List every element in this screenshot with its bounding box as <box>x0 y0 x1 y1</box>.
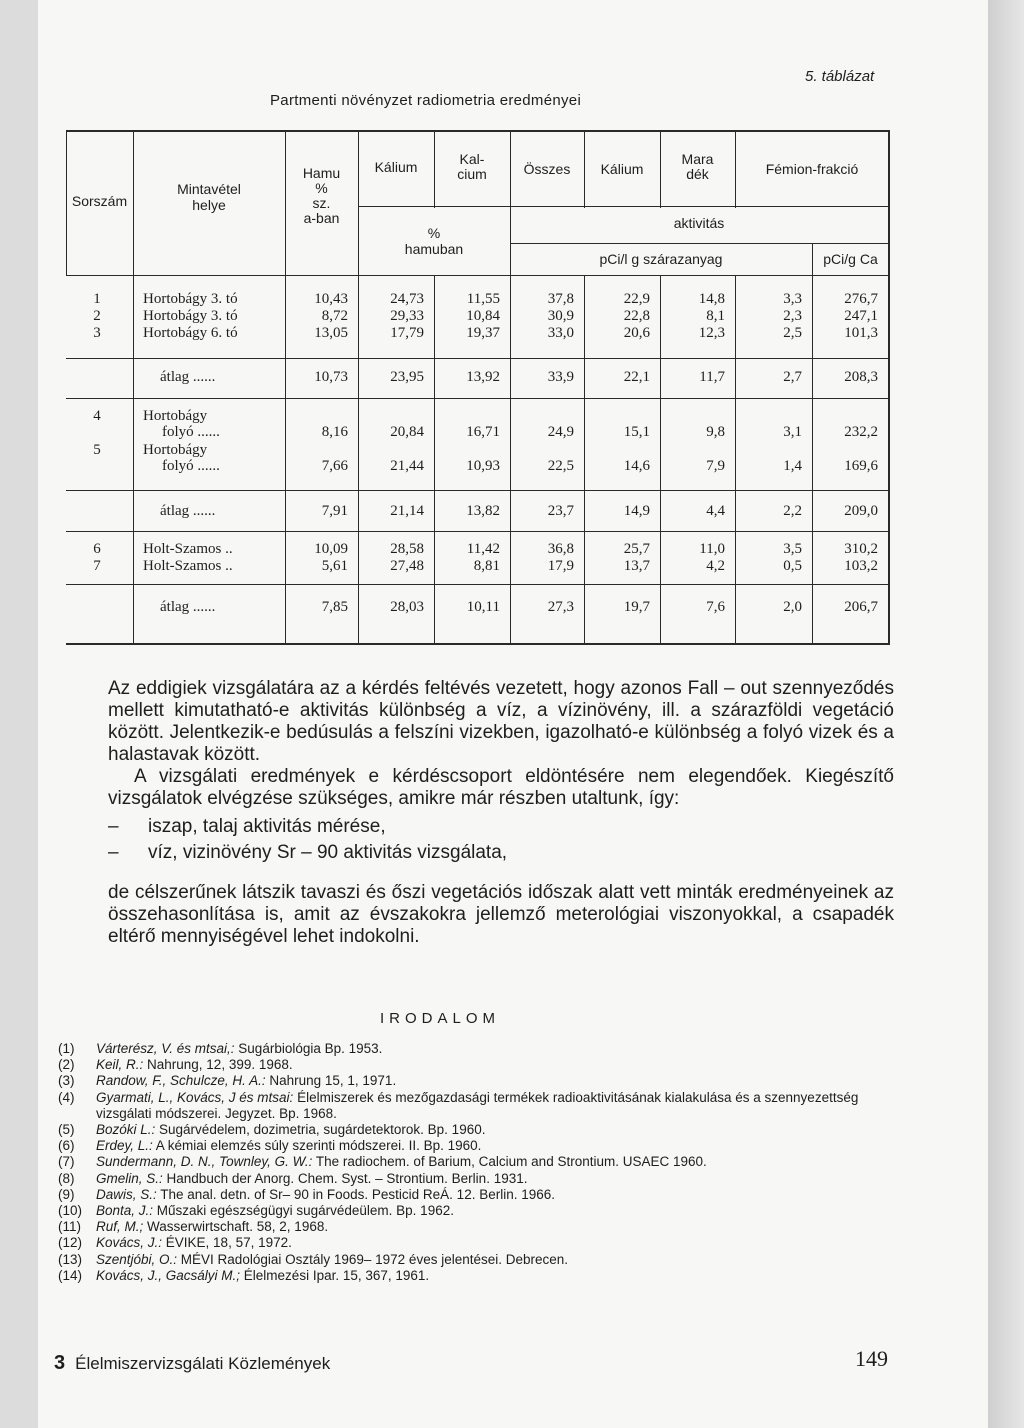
row-value-maradek: 12,3 <box>698 325 725 341</box>
row-place: folyó ...... <box>162 424 220 440</box>
row-value-osszes: 33,9 <box>547 369 574 385</box>
row-value-kalium: 27,48 <box>390 558 424 574</box>
row-value-kalcium: 11,55 <box>466 291 500 307</box>
row-number: 1 <box>93 291 101 307</box>
row-value-maradek: 4,2 <box>706 558 725 574</box>
row-place: Holt-Szamos .. <box>143 541 233 557</box>
bullet-text: víz, vizinövény Sr – 90 aktivitás vizsgálata, <box>148 842 508 863</box>
reference-authors: Ruf, M.; <box>96 1219 144 1235</box>
row-value-hamu: 5,61 <box>321 558 348 574</box>
row-number: 5 <box>93 442 101 458</box>
row-value-pci-ca: 232,2 <box>844 424 878 440</box>
row-number: 6 <box>93 541 101 557</box>
bullet-dash: – <box>108 842 119 863</box>
row-value-pci-ca: 209,0 <box>844 503 878 519</box>
reference-authors: Szentjóbi, O.: <box>96 1251 178 1267</box>
header-hamu: Hamu <box>302 165 341 181</box>
reference-number: (2) <box>58 1057 75 1073</box>
row-value-kalium: 21,14 <box>390 503 424 519</box>
row-value-hamu: 8,72 <box>321 308 348 324</box>
row-place: Hortobágy 3. tó <box>143 291 238 307</box>
reference-item <box>58 1090 898 1122</box>
reference-source: Élelmiszerek és mezőgazdasági termékek radioaktivitásának kialakulása és a szennyezettség vizsgálati módszerei. Jegyzet. Bp. 1968. <box>96 1089 859 1121</box>
reference-text <box>96 1252 898 1268</box>
row-value-kalium-a: 22,9 <box>623 291 650 307</box>
table-number: 5. táblázat <box>805 68 875 85</box>
reference-source: Wasserwirtschaft. 58, 2, 1968. <box>143 1219 329 1235</box>
row-value-pci-ca: 247,1 <box>844 308 878 324</box>
group-rule <box>66 398 890 399</box>
reference-authors: Gyarmati, L., Kovács, J és mtsai: <box>96 1089 294 1105</box>
row-value-maradek: 8,1 <box>706 308 725 324</box>
header-hamu: % <box>315 180 328 196</box>
row-value-kalium: 21,44 <box>390 458 424 474</box>
row-value-maradek: 14,8 <box>698 291 725 307</box>
table-title: Partmenti növényzet radiometria eredményei <box>270 92 582 109</box>
row-value-pci-ca: 169,6 <box>844 458 878 474</box>
reference-source: Élelmezési Ipar. 15, 367, 1961. <box>240 1267 430 1283</box>
row-value-femion: 0,5 <box>783 558 802 574</box>
header-hamu: a-ban <box>303 210 340 226</box>
paragraph-1: Az eddigiek vizsgálatára az a kérdés feltévés vezetett, hogy azonos Fall – out szennyeződés mellett kimutatható-e aktivitás különbség a víz, a vízinövény, ill. a szárazföldi vegetáció között. Jelentkezik-e bedúsulás a felszíni vizekben, igazolható-e különbség a folyó vizek és a halastavak között. <box>108 678 894 765</box>
row-value-hamu: 10,09 <box>314 541 348 557</box>
bullet-text: iszap, talaj aktivitás mérése, <box>148 816 386 837</box>
row-value-kalium: 17,79 <box>390 325 424 341</box>
row-place: Hortobágy <box>143 442 208 458</box>
reference-source: The anal. detn. of Sr– 90 in Foods. Pesticid ReÁ. 12. Berlin. 1966. <box>156 1186 556 1202</box>
reference-number: (14) <box>58 1267 83 1283</box>
row-value-kalcium: 16,71 <box>466 424 500 440</box>
row-value-kalcium: 13,92 <box>466 369 500 385</box>
row-value-femion: 2,0 <box>783 599 802 615</box>
header-percent: % <box>427 225 441 241</box>
row-value-pci-ca: 276,7 <box>844 291 878 307</box>
reference-text <box>96 1041 898 1057</box>
table-rule <box>358 206 510 207</box>
header-hamuban: hamuban <box>404 241 464 257</box>
reference-authors: Kovács, J.: <box>96 1235 163 1251</box>
group-rule <box>66 584 890 585</box>
row-number: 2 <box>93 308 101 324</box>
row-average-label: átlag ...... <box>160 503 216 519</box>
row-place: Hortobágy 3. tó <box>143 308 238 324</box>
reference-text <box>96 1122 898 1138</box>
row-value-hamu: 7,66 <box>321 458 348 474</box>
reference-source: Műszaki egészségügyi sugárvédeülem. Bp. 1962. <box>153 1203 454 1219</box>
row-value-osszes: 37,8 <box>547 291 574 307</box>
reference-text <box>96 1219 898 1235</box>
reference-number: (13) <box>58 1251 83 1267</box>
row-value-femion: 3,3 <box>783 291 802 307</box>
row-value-pci-ca: 101,3 <box>844 325 878 341</box>
reference-authors: Várterész, V. és mtsai,: <box>96 1041 235 1056</box>
row-value-kalium-a: 15,1 <box>623 424 650 440</box>
row-value-osszes: 30,9 <box>547 308 574 324</box>
row-place: Hortobágy 6. tó <box>143 325 238 341</box>
row-value-kalcium: 10,11 <box>466 599 500 615</box>
row-place: Holt-Szamos .. <box>143 558 233 574</box>
reference-text <box>96 1235 898 1251</box>
reference-source: The radiochem. of Barium, Calcium and Strontium. USAEC 1960. <box>312 1154 707 1170</box>
row-value-kalium: 23,95 <box>390 369 424 385</box>
reference-source: Sugárbiológia Bp. 1953. <box>234 1041 383 1056</box>
reference-authors: Erdey, L.: <box>96 1138 153 1154</box>
row-value-kalium: 28,58 <box>390 541 424 557</box>
reference-source: ÉVIKE, 18, 57, 1972. <box>162 1235 292 1251</box>
reference-authors: Sundermann, D. N., Townley, G. W.: <box>96 1154 313 1170</box>
paragraph-3: de célszerűnek látszik tavaszi és őszi vegetációs időszak alatt vett minták eredményeinek az összehasonlítása is, amit az évszakokra jellemző meterológiai viszonyokkal, a csapadék eltérő mennyiségével lehet indokolni. <box>108 882 894 947</box>
reference-item <box>58 1268 898 1284</box>
row-value-kalium-a: 13,7 <box>623 558 650 574</box>
row-value-hamu: 10,73 <box>314 369 348 385</box>
row-value-kalcium: 11,42 <box>466 541 500 557</box>
row-value-femion: 2,5 <box>783 325 802 341</box>
row-value-osszes: 23,7 <box>547 503 574 519</box>
row-average-label: átlag ...... <box>160 599 216 615</box>
row-value-maradek: 4,4 <box>706 503 725 519</box>
header-maradek: Mara <box>681 151 714 167</box>
header-femion: Fémion-frakció <box>765 161 859 177</box>
row-value-hamu: 10,43 <box>314 291 348 307</box>
reference-item <box>58 1219 898 1235</box>
row-value-pci-ca: 310,2 <box>844 541 878 557</box>
row-value-femion: 2,2 <box>783 503 802 519</box>
row-number: 4 <box>93 408 101 424</box>
header-pci-szarazanyag: pCi/l g szárazanyag <box>599 251 723 267</box>
row-value-osszes: 24,9 <box>547 424 574 440</box>
row-value-osszes: 17,9 <box>547 558 574 574</box>
table-bottom-rule <box>66 643 890 645</box>
reference-authors: Bonta, J.: <box>96 1203 154 1219</box>
row-value-kalium: 28,03 <box>390 599 424 615</box>
header-kalium-aktivitas: Kálium <box>600 161 644 177</box>
reference-number: (1) <box>58 1041 75 1056</box>
row-average-label: átlag ...... <box>160 369 216 385</box>
row-value-osszes: 36,8 <box>547 541 574 557</box>
header-maradek: dék <box>686 166 709 182</box>
header-mintavetel: Mintavétel <box>177 181 241 197</box>
row-value-femion: 3,1 <box>783 424 802 440</box>
header-kalcium: Kal- <box>459 151 485 167</box>
reference-authors: Kovács, J., Gacsályi M.; <box>96 1267 241 1283</box>
journal-name: Élelmiszervizsgálati Közlemények <box>75 1354 331 1373</box>
column-rule <box>133 276 134 643</box>
header-sorszam: Sorszám <box>71 193 128 209</box>
row-value-kalium: 20,84 <box>390 424 424 440</box>
issue-number: 3 <box>54 1352 66 1374</box>
row-value-maradek: 7,9 <box>706 458 725 474</box>
reference-text <box>96 1138 898 1154</box>
reference-number: (8) <box>58 1170 75 1186</box>
reference-item <box>58 1057 898 1073</box>
reference-text <box>96 1090 898 1122</box>
reference-item <box>58 1122 898 1138</box>
reference-item <box>58 1171 898 1187</box>
group-rule <box>66 531 890 532</box>
reference-number: (6) <box>58 1138 75 1154</box>
paragraph-2: A vizsgálati eredmények e kérdéscsoport eldöntésére nem elegendőek. Kiegészítő vizsgálatok elvégzése szükséges, amikre már részben utaltunk, így: <box>108 766 894 809</box>
reference-authors: Gmelin, S.: <box>96 1170 163 1186</box>
row-value-hamu: 8,16 <box>321 424 348 440</box>
header-kalcium: cium <box>457 166 487 182</box>
references-heading: IRODALOM <box>380 1010 501 1027</box>
reference-number: (12) <box>58 1235 83 1251</box>
group-rule <box>66 490 890 491</box>
reference-number: (9) <box>58 1186 75 1202</box>
row-value-kalcium: 10,84 <box>466 308 500 324</box>
reference-item <box>58 1252 898 1268</box>
reference-authors: Bozóki L.: <box>96 1122 156 1138</box>
header-aktivitas: aktivitás <box>673 215 725 231</box>
row-value-kalium-a: 22,8 <box>623 308 650 324</box>
table-rule <box>510 243 890 244</box>
reference-number: (4) <box>58 1089 75 1105</box>
row-value-femion: 2,3 <box>783 308 802 324</box>
row-value-osszes: 22,5 <box>547 458 574 474</box>
row-value-pci-ca: 206,7 <box>844 599 878 615</box>
row-place: Hortobágy <box>143 408 208 424</box>
reference-text <box>96 1203 898 1219</box>
row-value-kalium-a: 14,9 <box>623 503 650 519</box>
reference-number: (11) <box>58 1219 82 1235</box>
row-place: folyó ...... <box>162 458 220 474</box>
reference-number: (3) <box>58 1073 75 1089</box>
reference-item <box>58 1154 898 1170</box>
reference-number: (7) <box>58 1154 75 1170</box>
reference-source: Nahrung 15, 1, 1971. <box>265 1073 397 1089</box>
bullet-item <box>108 816 894 838</box>
data-table <box>0 0 1024 660</box>
row-value-kalcium: 19,37 <box>466 325 500 341</box>
row-value-hamu: 7,91 <box>321 503 348 519</box>
group-rule <box>66 358 890 359</box>
header-hamu: sz. <box>312 195 331 211</box>
row-number: 7 <box>93 558 101 574</box>
reference-number: (5) <box>58 1122 75 1138</box>
body-text <box>108 678 894 948</box>
row-value-hamu: 13,05 <box>314 325 348 341</box>
reference-item <box>58 1073 898 1089</box>
row-value-femion: 1,4 <box>783 458 802 474</box>
reference-text <box>96 1187 898 1203</box>
table-rule <box>888 130 890 645</box>
reference-item <box>58 1203 898 1219</box>
reference-text <box>96 1171 898 1187</box>
row-value-maradek: 11,0 <box>699 541 725 557</box>
reference-item <box>58 1235 898 1251</box>
reference-source: Sugárvédelem, dozimetria, sugárdetektorok. Bp. 1960. <box>155 1122 486 1138</box>
row-value-pci-ca: 208,3 <box>844 369 878 385</box>
row-value-kalcium: 13,82 <box>466 503 500 519</box>
table-top-rule <box>66 130 890 132</box>
reference-source: A kémiai elemzés súly szerinti módszerei. II. Bp. 1960. <box>152 1138 482 1154</box>
row-value-femion: 3,5 <box>783 541 802 557</box>
row-value-kalium: 29,33 <box>390 308 424 324</box>
row-value-kalium-a: 20,6 <box>623 325 650 341</box>
reference-text <box>96 1268 898 1284</box>
references-list <box>58 1041 898 1284</box>
row-value-maradek: 7,6 <box>706 599 725 615</box>
row-value-osszes: 33,0 <box>547 325 574 341</box>
row-value-kalcium: 8,81 <box>473 558 500 574</box>
row-value-hamu: 7,85 <box>321 599 348 615</box>
row-number: 3 <box>93 325 101 341</box>
row-value-maradek: 9,8 <box>706 424 725 440</box>
page-number: 149 <box>855 1346 888 1371</box>
header-mintavetel: helye <box>192 197 226 213</box>
header-osszes: Összes <box>523 161 571 177</box>
reference-authors: Dawis, S.: <box>96 1186 157 1202</box>
row-value-kalium-a: 22,1 <box>623 369 650 385</box>
row-value-kalium-a: 14,6 <box>623 458 650 474</box>
header-pci-ca: pCi/g Ca <box>823 251 878 267</box>
row-value-kalium-a: 25,7 <box>623 541 650 557</box>
row-value-kalcium: 10,93 <box>466 458 500 474</box>
header-bottom-rule <box>66 275 890 276</box>
reference-authors: Randow, F., Schulcze, H. A.: <box>96 1073 266 1089</box>
bullet-dash: – <box>108 816 119 837</box>
reference-source: MÉVI Radológiai Osztály 1969– 1972 éves jelentései. Debrecen. <box>177 1251 569 1267</box>
row-value-pci-ca: 103,2 <box>844 558 878 574</box>
reference-source: Handbuch der Anorg. Chem. Syst. – Strontium. Berlin. 1931. <box>162 1170 528 1186</box>
footer-journal <box>54 1352 330 1375</box>
row-value-osszes: 27,3 <box>547 599 574 615</box>
reference-text <box>96 1073 898 1089</box>
header-kalium: Kálium <box>374 159 418 175</box>
row-value-femion: 2,7 <box>783 369 802 385</box>
reference-item <box>58 1187 898 1203</box>
reference-number: (10) <box>58 1203 83 1219</box>
row-value-kalium: 24,73 <box>390 291 424 307</box>
table-rule <box>510 206 890 207</box>
reference-text <box>96 1057 898 1073</box>
reference-source: Nahrung, 12, 399. 1968. <box>143 1057 293 1073</box>
bullet-item <box>108 842 894 864</box>
reference-authors: Keil, R.: <box>96 1057 144 1073</box>
row-value-maradek: 11,7 <box>699 369 725 385</box>
row-value-kalium-a: 19,7 <box>623 599 650 615</box>
reference-item <box>58 1041 898 1057</box>
reference-item <box>58 1138 898 1154</box>
reference-text <box>96 1154 898 1170</box>
